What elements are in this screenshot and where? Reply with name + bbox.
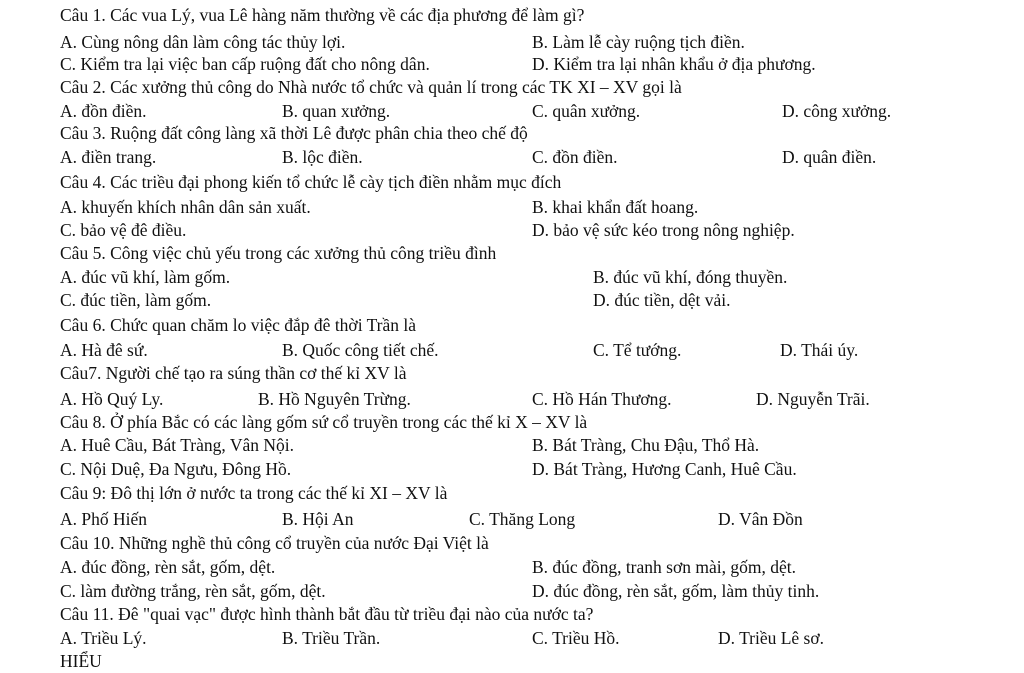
- question-11-text: Câu 11. Đê "quai vạc" được hình thành bắt đầu từ triều đại nào của nước ta?: [60, 604, 594, 624]
- question-5-text: Câu 5. Công việc chủ yếu trong các xưởng thủ công triều đình: [60, 243, 497, 263]
- question-5-option-c: C. đúc tiền, làm gốm.: [60, 290, 212, 310]
- question-10-option-c: C. làm đường trắng, rèn sắt, gốm, dệt.: [60, 581, 326, 601]
- question-8-option-d: D. Bát Tràng, Hương Canh, Huê Cầu.: [532, 459, 797, 479]
- question-6-option-c: C. Tể tướng.: [593, 340, 682, 360]
- question-6-option-b: B. Quốc công tiết chế.: [282, 340, 439, 360]
- section-heading: HIỂU: [60, 651, 102, 671]
- question-7-option-c: C. Hồ Hán Thương.: [532, 389, 672, 409]
- question-5-option-d: D. đúc tiền, dệt vải.: [593, 290, 731, 310]
- question-7-text: Câu7. Người chế tạo ra súng thần cơ thế kỉ XV là: [60, 363, 407, 383]
- question-7-option-d: D. Nguyễn Trãi.: [756, 389, 870, 409]
- question-5-option-a: A. đúc vũ khí, làm gốm.: [60, 267, 231, 287]
- question-11-option-d: D. Triều Lê sơ.: [718, 628, 824, 648]
- question-1-option-a: A. Cùng nông dân làm công tác thủy lợi.: [60, 32, 346, 52]
- question-3-option-c: C. đồn điền.: [532, 147, 618, 167]
- question-4-text: Câu 4. Các triều đại phong kiến tổ chức lễ cày tịch điền nhằm mục đích: [60, 172, 562, 192]
- question-10-option-a: A. đúc đồng, rèn sắt, gốm, dệt.: [60, 557, 276, 577]
- question-1-option-d: D. Kiểm tra lại nhân khẩu ở địa phương.: [532, 54, 816, 74]
- question-2-text: Câu 2. Các xưởng thủ công do Nhà nước tổ chức và quản lí trong các TK XI – XV gọi là: [60, 77, 682, 97]
- question-1-option-c: C. Kiểm tra lại việc ban cấp ruộng đất cho nông dân.: [60, 54, 430, 74]
- question-3-option-b: B. lộc điền.: [282, 147, 363, 167]
- question-6-text: Câu 6. Chức quan chăm lo việc đắp đê thời Trần là: [60, 315, 417, 335]
- question-9-option-c: C. Thăng Long: [469, 509, 576, 529]
- question-7-option-a: A. Hồ Quý Ly.: [60, 389, 164, 409]
- question-9-option-b: B. Hội An: [282, 509, 354, 529]
- question-4-option-c: C. bảo vệ đê điều.: [60, 220, 187, 240]
- question-3-option-a: A. điền trang.: [60, 147, 157, 167]
- question-8-option-a: A. Huê Cầu, Bát Tràng, Vân Nội.: [60, 435, 294, 455]
- question-9-option-a: A. Phố Hiến: [60, 509, 148, 529]
- question-7-option-b: B. Hồ Nguyên Trừng.: [258, 389, 411, 409]
- question-3-text: Câu 3. Ruộng đất công làng xã thời Lê được phân chia theo chế độ: [60, 123, 528, 143]
- question-4-option-d: D. bảo vệ sức kéo trong nông nghiệp.: [532, 220, 795, 240]
- question-11-option-c: C. Triều Hồ.: [532, 628, 620, 648]
- question-1-option-b: B. Làm lễ cày ruộng tịch điền.: [532, 32, 745, 52]
- question-8-option-b: B. Bát Tràng, Chu Đậu, Thổ Hà.: [532, 435, 760, 455]
- question-5-option-b: B. đúc vũ khí, đóng thuyền.: [593, 267, 788, 287]
- question-9-option-d: D. Vân Đồn: [718, 509, 803, 529]
- question-11-option-b: B. Triều Trần.: [282, 628, 381, 648]
- question-11-option-a: A. Triều Lý.: [60, 628, 147, 648]
- question-8-text: Câu 8. Ở phía Bắc có các làng gốm sứ cổ truyền trong các thế kỉ X – XV là: [60, 412, 588, 432]
- question-4-option-b: B. khai khẩn đất hoang.: [532, 197, 699, 217]
- question-6-option-a: A. Hà đê sứ.: [60, 340, 148, 360]
- question-2-option-b: B. quan xưởng.: [282, 101, 391, 121]
- question-2-option-a: A. đồn điền.: [60, 101, 147, 121]
- question-9-text: Câu 9: Đô thị lớn ở nước ta trong các thế kỉ XI – XV là: [60, 483, 448, 503]
- question-3-option-d: D. quân điền.: [782, 147, 877, 167]
- question-2-option-c: C. quân xưởng.: [532, 101, 641, 121]
- question-8-option-c: C. Nội Duệ, Đa Ngưu, Đông Hồ.: [60, 459, 292, 479]
- question-10-text: Câu 10. Những nghề thủ công cổ truyền của nước Đại Việt là: [60, 533, 489, 553]
- question-10-option-b: B. đúc đồng, tranh sơn mài, gốm, dệt.: [532, 557, 796, 577]
- question-1-text: Câu 1. Các vua Lý, vua Lê hàng năm thường về các địa phương để làm gì?: [60, 5, 585, 25]
- question-10-option-d: D. đúc đồng, rèn sắt, gốm, làm thủy tinh.: [532, 581, 820, 601]
- question-6-option-d: D. Thái úy.: [780, 340, 859, 360]
- question-2-option-d: D. công xưởng.: [782, 101, 892, 121]
- question-4-option-a: A. khuyến khích nhân dân sản xuất.: [60, 197, 311, 217]
